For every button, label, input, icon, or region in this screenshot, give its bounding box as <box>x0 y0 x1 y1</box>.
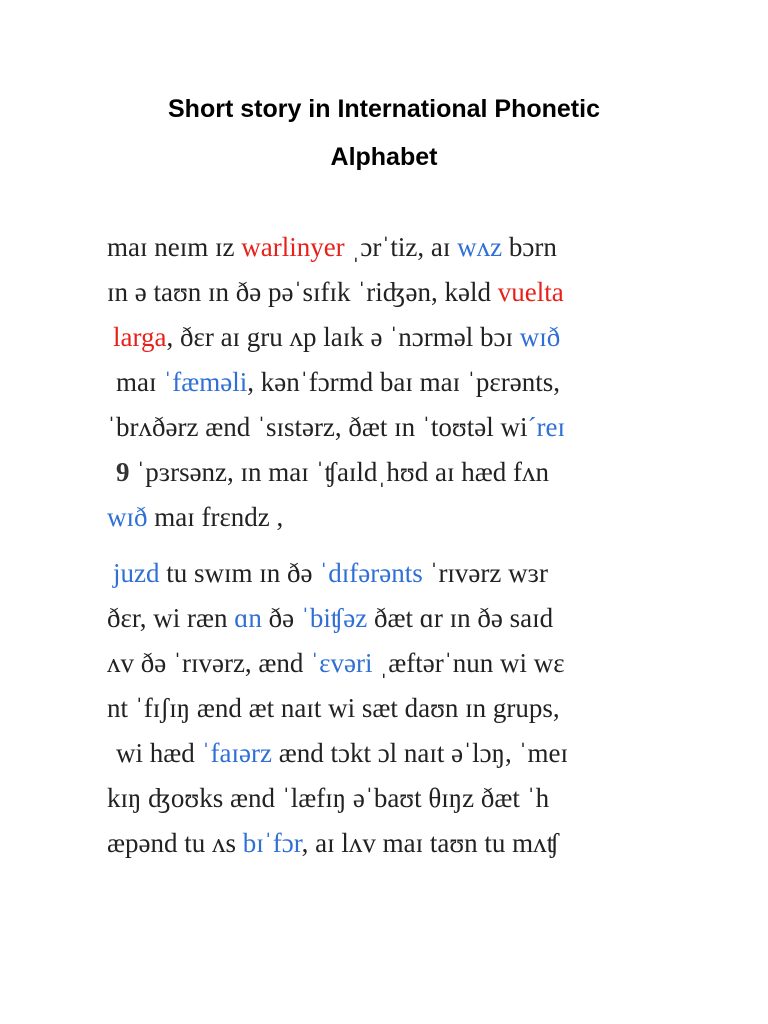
text-segment: nt ˈfɪʃɪŋ ænd æt naɪt wi sæt daʊn ɪn grups, <box>107 693 560 723</box>
paragraph-1-line-3 <box>113 320 560 354</box>
text-segment: bɔrn <box>502 232 557 262</box>
text-segment: ɪn ə taʊn ɪn ðə pəˈsɪfɪk ˈriʤən, kəld <box>107 277 498 307</box>
text-segment: ænd tɔkt ɔl naɪt əˈlɔŋ, ˈmeɪ <box>271 738 568 768</box>
paragraph-2-line-1 <box>113 556 548 590</box>
highlight-blue: bɪˈfɔr <box>242 828 302 858</box>
text-segment: tu swɪm ɪn ðə <box>159 558 320 588</box>
paragraph-1-line-6 <box>116 455 549 489</box>
highlight-blue: wɪð <box>519 322 561 352</box>
text-segment: ðɛr, wi ræn <box>107 603 235 633</box>
number-segment: 9 <box>116 457 130 487</box>
highlight-blue: ˈfæməli <box>163 367 248 397</box>
text-segment: , ðɛr aɪ gru ʌp laɪk ə ˈnɔrməl bɔɪ <box>166 322 520 352</box>
highlight-blue: ˈbiʧəz <box>300 603 368 633</box>
text-segment: ˌæftərˈnun wi wɛ <box>372 648 565 678</box>
highlight-red: larga <box>113 322 167 352</box>
highlight-blue: ˈdɪfərənts <box>319 558 423 588</box>
text-segment: ðæt ɑr ɪn ðə saɪd <box>367 603 554 633</box>
text-segment: wi hæd <box>116 738 202 768</box>
text-segment: æpənd tu ʌs <box>107 828 243 858</box>
highlight-blue: ˈɛvəri <box>310 648 373 678</box>
text-segment: ˈbrʌðərz ænd ˈsɪstərz, ðæt ɪn ˈtoʊtəl wi <box>107 412 528 442</box>
text-segment: , aɪ lʌv maɪ taʊn tu mʌʧ <box>301 828 560 858</box>
paragraph-1-line-7 <box>107 500 283 534</box>
title-line-1: Short story in International Phonetic <box>168 95 600 123</box>
paragraph-1-line-2 <box>107 275 564 309</box>
paragraph-2-line-6 <box>107 781 549 815</box>
paragraph-2-line-3 <box>107 646 565 680</box>
text-segment: ˈrɪvərz wɜr <box>422 558 548 588</box>
text-segment: ˈpɜrsənz, ɪn maɪ ˈʧaɪldˌhʊd aɪ hæd fʌn <box>129 457 549 487</box>
text-segment: maɪ frɛndz , <box>147 502 284 532</box>
text-segment: maɪ <box>116 367 164 397</box>
highlight-blue: ˈfaɪərz <box>201 738 272 768</box>
paragraph-2-line-5 <box>116 736 568 770</box>
text-segment: ðə <box>261 603 301 633</box>
text-segment: , kənˈfɔrmd baɪ maɪ ˈpɛrənts, <box>247 367 560 397</box>
highlight-blue: juzd <box>113 558 160 588</box>
highlight-blue: wʌz <box>457 232 503 262</box>
text-segment: maɪ neɪm ɪz <box>107 232 242 262</box>
paragraph-2-line-2 <box>107 601 553 635</box>
paragraph-1-line-4 <box>116 365 560 399</box>
highlight-red: vuelta <box>497 277 564 307</box>
paragraph-2-line-4 <box>107 691 560 725</box>
text-segment: ʌv ðə ˈrɪvərz, ænd <box>107 648 311 678</box>
paragraph-2-line-7 <box>107 826 559 860</box>
text-segment: kɪŋ ʤoʊks ænd ˈlæfɪŋ əˈbaʊt θɪŋz ðæt ˈh <box>107 783 550 813</box>
text-segment: ˌɔrˈtiz, aɪ <box>344 232 458 262</box>
paragraph-1-line-5 <box>107 410 565 444</box>
highlight-red: warlinyer <box>241 232 345 262</box>
title-line-2: Alphabet <box>330 143 438 171</box>
highlight-blue: ɑn <box>234 603 262 633</box>
highlight-blue: wɪð <box>107 502 148 532</box>
highlight-blue: ´reɪ <box>527 412 565 442</box>
paragraph-1-line-1 <box>107 230 557 264</box>
